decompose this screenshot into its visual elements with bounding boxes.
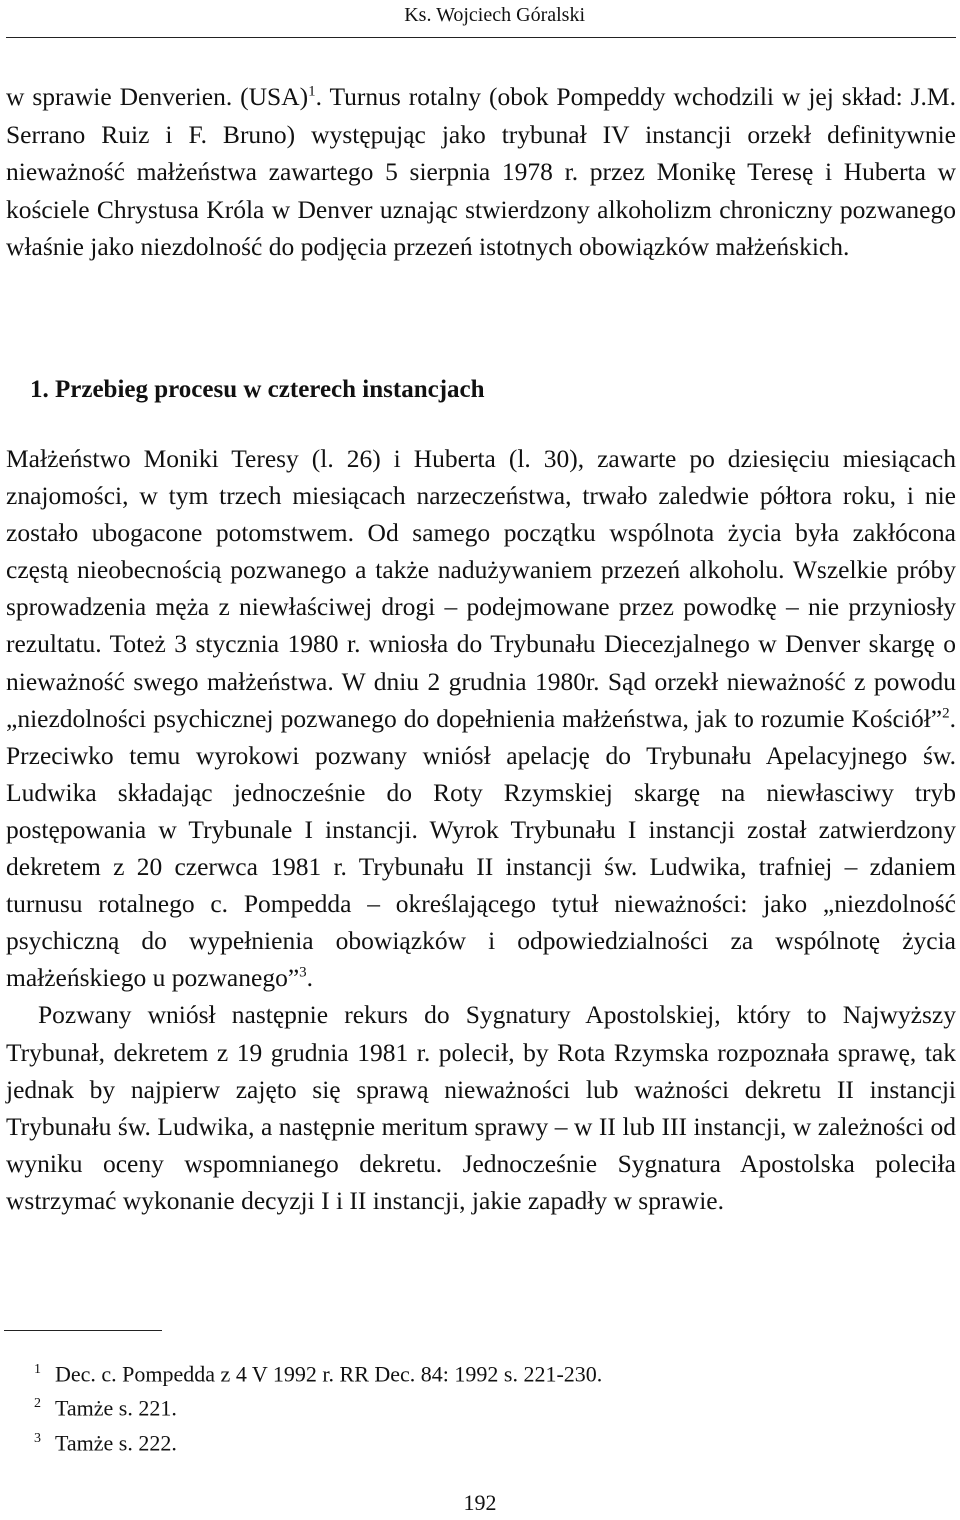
- intro-text-b: . Turnus rotalny (obok Pompeddy wchodzili w jej skład: J.M. Serrano Ruiz i F. Bruno) występując jako trybunał IV instancji orzekł definitywnie nieważność małżeństwa zawartego 5 sierpnia 1978 r. przez Monikę Teresę i Huberta w kościele Chrystusa Króla w Denver uznając stwierdzony alkoholizm chroniczny pozwanego właśnie jako niezdolność do podjęcia przezeń istotnych obowiązków małżeńskich.: [6, 82, 956, 262]
- page-number: 192: [463, 1490, 497, 1515]
- footnote: [34, 1355, 934, 1389]
- section-p1-b: . Przeciwko temu wyrokowi pozwany wniósł apelację do Trybunału Apelacyjnego św. Ludwika składając jednocześnie do Roty Rzymskiej skargę na niewłasciwy tryb postępowania w Trybunale I instancji. Wyrok Trybunału I instancji został zatwierdzony dekretem z 20 czerwca 1981 r. Trybunału II instancji św. Ludwika, trafniej – zdaniem turnusu rotalnego c. Pompedda – określającego tytuł nieważności: jako „niezdolność psychiczną do wypełnienia obowiązków i odpowiedzialności za wspólnotę życia małżeńskiego u pozwanego”: [6, 703, 956, 993]
- section-p1-c: .: [306, 963, 314, 993]
- section-heading: 1. Przebieg procesu w czterech instancjach: [30, 376, 485, 403]
- footnote-number: 2: [34, 1396, 41, 1412]
- footnote-number: 3: [34, 1430, 41, 1446]
- section-p2: Pozwany wniósł następnie rekurs do Sygnatury Apostolskiej, który to Najwyższy Trybunał, dekretem z 19 grudnia 1981 r. polecił, by Rota Rzymska rozpoznała sprawę, tak jednak by najpierw zajęto się sprawą nieważności lub ważności dekretu II instancji Trybunału św. Ludwika, a następnie meritum sprawy – w II lub III instancji, w zależności od wyniku oceny wspomnianego dekretu. Jednocześnie Sygnatura Apostolska poleciła wstrzymać wykonanie decyzji I i II instancji, jakie zapadły w sprawie.: [6, 1000, 956, 1215]
- footnote-rule: [4, 1330, 162, 1331]
- intro-text-a: w sprawie Denverien. (USA): [6, 82, 309, 111]
- footnote: [34, 1389, 934, 1423]
- footnote-ref-2[interactable]: 2: [942, 705, 950, 722]
- footnote-ref-3[interactable]: 3: [299, 964, 307, 981]
- footnote-ref-1[interactable]: 1: [308, 83, 316, 100]
- footnotes: [34, 1355, 934, 1458]
- intro-paragraph: [6, 78, 956, 266]
- running-header: [0, 4, 960, 27]
- section-p1-a: Małżeństwo Moniki Teresy (l. 26) i Huberta (l. 30), zawarte po dziesięciu miesiącach znajomości, w tym trzech miesiącach narzeczeństwa, trwało zaledwie półtora roku, i nie zostało ubogacone potomstwem. Od samego początku wspólnota życia była zakłócona częstą nieobecnością pozwanego a także nadużywaniem przezeń alkoholu. Wszelkie próby sprowadzenia męża z niewłaściwej drogi – podejmowane przez powodkę – nie przyniosły rezultatu. Toteż 3 stycznia 1980 r. wniosła do Trybunału Diecezjalnego w Denver skargę o nieważność swego małżeństwa. W dniu 2 grudnia 1980r. Sąd orzekł nieważność z powodu „niezdolności psychicznej pozwanego do dopełnienia małżeństwa, jak to rozumie Kościół”: [6, 444, 956, 733]
- section-body: [6, 440, 956, 1219]
- footnote-number: 1: [34, 1362, 41, 1377]
- footnote-text: Tamże s. 222.: [55, 1429, 177, 1455]
- header-author: Ks. Wojciech Góralski: [404, 4, 585, 26]
- header-rule: [6, 37, 956, 38]
- footnote: [34, 1424, 934, 1458]
- footnote-text: Tamże s. 221.: [55, 1395, 177, 1421]
- footnote-text: Dec. c. Pompedda z 4 V 1992 r. RR Dec. 84: 1992 s. 221-230.: [55, 1361, 603, 1387]
